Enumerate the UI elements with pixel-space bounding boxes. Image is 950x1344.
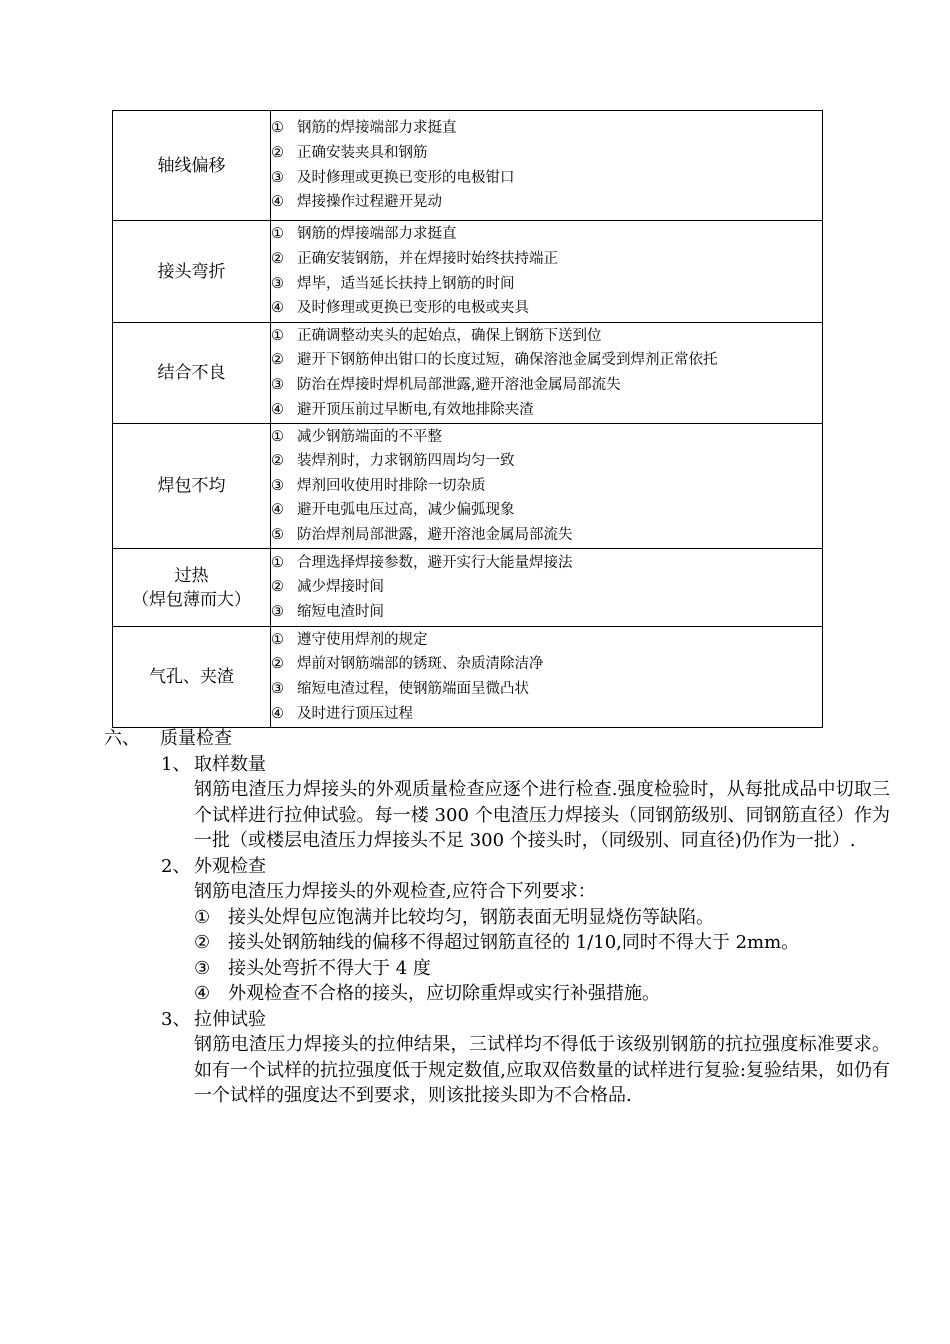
measures-cell — [271, 111, 823, 221]
measure-item: ④ 焊接操作过程避开晃动 — [271, 194, 442, 211]
measure-item: ③ 缩短电渣过程，使钢筋端面呈微凸状 — [271, 681, 529, 697]
table-row — [113, 549, 823, 627]
defect-cell — [113, 111, 271, 221]
requirement-item: ④ 外观检查不合格的接头，应切除重焊或实行补强措施。 — [194, 983, 660, 1004]
defect-note: （焊包薄而大） — [132, 589, 251, 610]
subsection-heading-sampling: 1、 取样数量 — [161, 753, 266, 775]
table-row — [113, 221, 823, 323]
defect-name: 过热 — [174, 565, 209, 586]
requirement-item: ② 接头处钢筋轴线的偏移不得超过钢筋直径的 1/10,同时不得大于 2mm。 — [194, 932, 800, 953]
defect-name: 轴线偏移 — [157, 155, 226, 176]
subsection-heading-appearance: 2、 外观检查 — [161, 855, 266, 877]
defect-measures-table — [112, 110, 823, 728]
measure-item: ② 正确安装夹具和钢筋 — [271, 144, 428, 161]
measure-item: ③ 焊剂回收使用时排除一切杂质 — [271, 477, 486, 494]
requirement-item: ① 接头处焊包应饱满并比较均匀，钢筋表面无明显烧伤等缺陷。 — [194, 906, 714, 928]
measure-item: ③ 防治在焊接时焊机局部泄露,避开溶池金属局部流失 — [271, 377, 621, 393]
measure-item: ① 钢筋的焊接端部力求挺直 — [271, 226, 457, 243]
measure-item: ② 减少焊接时间 — [271, 579, 384, 596]
measure-item: ① 钢筋的焊接端部力求挺直 — [271, 120, 457, 137]
table-row — [113, 627, 823, 728]
paragraph-appearance-intro: 钢筋电渣压力焊接头的外观检查,应符合下列要求： — [194, 881, 596, 902]
measure-item: ② 避开下钢筋伸出钳口的长度过短，确保溶池金属受到焊剂正常依托 — [271, 352, 718, 369]
measure-item: ② 焊前对钢筋端部的锈斑、杂质清除洁净 — [271, 656, 544, 673]
defect-cell — [113, 323, 271, 424]
measure-item: ④ 及时进行顶压过程 — [271, 705, 413, 722]
table-row — [113, 424, 823, 549]
measure-item: ④ 避开电弧电压过高，减少偏弧现象 — [271, 502, 515, 519]
measure-item: ① 减少钢筋端面的不平整 — [271, 428, 442, 445]
table-row — [113, 111, 823, 221]
measures-cell — [271, 549, 823, 627]
measures-cell — [271, 424, 823, 549]
defect-name: 焊包不均 — [157, 476, 226, 496]
defect-name: 结合不良 — [157, 363, 226, 383]
measure-item: ① 合理选择焊接参数，避开实行大能量焊接法 — [271, 554, 573, 571]
defect-name: 接头弯折 — [157, 261, 226, 282]
measure-item: ③ 缩短电渣时间 — [271, 603, 384, 620]
subsection-heading-tensile-test: 3、 拉伸试验 — [161, 1008, 266, 1030]
measures-cell — [271, 221, 823, 323]
paragraph-tensile-test: 钢筋电渣压力焊接头的拉伸结果，三试样均不得低于该级别钢筋的抗拉强度标准要求。如有一个试样的抗拉强度低于规定数值,应取双倍数量的试样进行复验:复验结果，如仍有一个试样的强度达不到要求，则该批接头即为不合格品. — [194, 1034, 890, 1106]
measure-item: ③ 及时修理或更换已变形的电极钳口 — [271, 169, 515, 186]
defect-cell — [113, 627, 271, 728]
measures-cell — [271, 627, 823, 728]
table-row — [113, 323, 823, 424]
measure-item: ⑤ 防治焊剂局部泄露，避开溶池金属局部流失 — [271, 526, 573, 543]
measure-item: ③ 焊毕，适当延长扶持上钢筋的时间 — [271, 275, 515, 292]
defect-cell — [113, 424, 271, 549]
measure-item: ① 遵守使用焊剂的规定 — [271, 631, 428, 648]
defect-name: 气孔、夹渣 — [149, 667, 234, 687]
section-quality-inspection — [0, 726, 950, 1109]
measures-cell — [271, 323, 823, 424]
section-heading: 六、 质量检查 — [104, 728, 232, 749]
measure-item: ① 正确调整动夹头的起始点，确保上钢筋下送到位 — [271, 327, 602, 344]
measure-item: ④ 避开顶压前过早断电,有效地排除夹渣 — [271, 401, 534, 418]
defect-cell — [113, 221, 271, 323]
requirement-item: ③ 接头处弯折不得大于 4 度 — [194, 957, 431, 979]
measure-item: ② 装焊剂时，力求钢筋四周均匀一致 — [271, 453, 515, 470]
measure-item: ② 正确安装钢筋，并在焊接时始终扶持端正 — [271, 250, 558, 267]
defect-cell — [113, 549, 271, 627]
measure-item: ④ 及时修理或更换已变形的电极或夹具 — [271, 300, 529, 317]
paragraph-sampling: 钢筋电渣压力焊接头的外观质量检查应逐个进行检查.强度检验时，从每批成品中切取三个试样进行拉伸试验。每一楼 300 个电渣压力焊接头（同钢筋级别、同钢筋直径）作为一批（或楼层电渣压力焊接头不足 300 个接头时，（同级别、同直径)仍作为一批）. — [194, 779, 890, 851]
